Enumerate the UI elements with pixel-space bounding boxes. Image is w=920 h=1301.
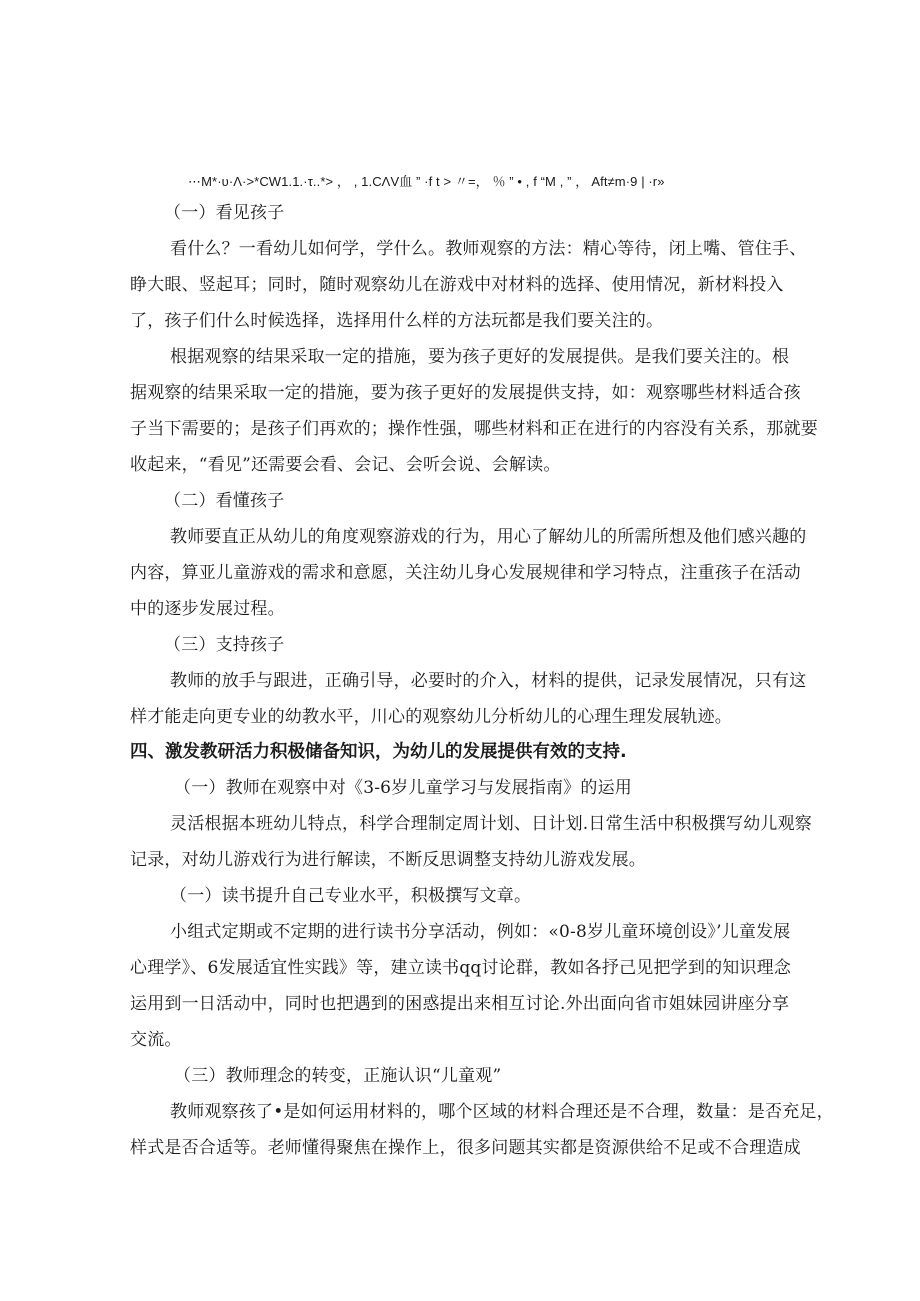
paragraph-line: 教师要直正从幼儿的角度观察游戏的行为，用心了解幼儿的所需所想及他们感兴趣的 (170, 527, 807, 547)
paragraph-line: 交流。 (130, 1030, 182, 1050)
paragraph-line: 样式是否合适等。老师懂得聚焦在操作上，很多问题其实都是资源供给不足或不合理造成 (130, 1138, 801, 1158)
paragraph-line: 内容，算亚儿童游戏的需求和意愿，关注幼儿身心发展规律和学习特点，注重孩子在活动 (130, 563, 801, 583)
paragraph-line: 运用到一日活动中，同时也把遇到的困惑提出来相互讨论.外出面向省市姐妹园讲座分享 (130, 994, 790, 1014)
paragraph-line: 样才能走向更专业的幼教水平，川心的观察幼儿分析幼儿的心理生理发展轨迹。 (130, 707, 732, 727)
paragraph-line: 看什么？一看幼儿如何学，学什么。教师观察的方法：精心等待，闭上嘴、管住手、 (170, 239, 807, 259)
paragraph-line: 睁大眼、竖起耳；同时，随时观察幼儿在游戏中对材料的选择、使用情况，新材料投入 (130, 275, 784, 295)
paragraph-line: 根据观察的结果采取一定的措施，要为孩子更好的发展提供。是我们要关注的。根 (170, 347, 790, 367)
paragraph-line: 据观察的结果采取一定的措施，要为孩子更好的发展提供支持，如：观察哪些材料适合孩 (130, 383, 801, 403)
subheading-see-child: （一）看见孩子 (164, 203, 285, 223)
paragraph-line: 教师观察孩了•是如何运用材料的，哪个区域的材料合理还是不合理，数量：是否充足， (170, 1102, 834, 1122)
paragraph-line: 教师的放手与跟进，正确引导，必要时的介入，材料的提供，记录发展情况，只有这 (170, 671, 807, 691)
paragraph-line: 记录，对幼儿游戏行为进行解读，不断反思调整支持幼儿游戏发展。 (130, 850, 646, 870)
subheading-concept-change: （三）教师理念的转变，正施认识“儿童观” (174, 1066, 502, 1086)
paragraph-line: 灵活根据本班幼儿特点，科学合理制定周计划、日计划.日常生活中积极撰写幼儿观察 (170, 814, 813, 834)
section-heading-four: 四、激发教研活力积极储备知识，为幼儿的发展提供有效的支持. (130, 742, 627, 762)
garbled-header-line: ⋯M*·υ·Λ·>*CW1.1.·τ..*> ， , 1.CΛV血 ” ·f t > 〃=， ％ ” • , f “M , ” ， Aft≠m·9 | ·r» (188, 174, 665, 189)
subheading-understand-child: （二）看懂孩子 (164, 491, 285, 511)
paragraph-line: 子当下需要的；是孩子们再欢的；操作性强，哪些材料和正在进行的内容没有关系，那就要 (130, 419, 818, 439)
paragraph-line: 收起来，“看见”还需要会看、会记、会听会说、会解读。 (130, 455, 561, 475)
paragraph-line: 了，孩子们什么时候选择，选择用什么样的方法玩都是我们要关注的。 (130, 311, 664, 331)
paragraph-line: 中的逐步发展过程。 (130, 599, 285, 619)
subheading-guide-usage: （一）教师在观察中对《3-6岁儿童学习与发展指南》的运用 (174, 778, 632, 798)
paragraph-line: 小组式定期或不定期的进行读书分享活动，例如：«0-8岁儿童环境创设》’儿童发展 (170, 922, 791, 942)
subheading-reading: （一）读书提升自己专业水平，积极撰写文章。 (170, 886, 532, 906)
subheading-support-child: （三）支持孩子 (164, 635, 285, 655)
paragraph-line: 心理学》、6发展适宜性实践》等，建立读书qq讨论群，教如各抒己见把学到的知识理念 (130, 958, 792, 978)
